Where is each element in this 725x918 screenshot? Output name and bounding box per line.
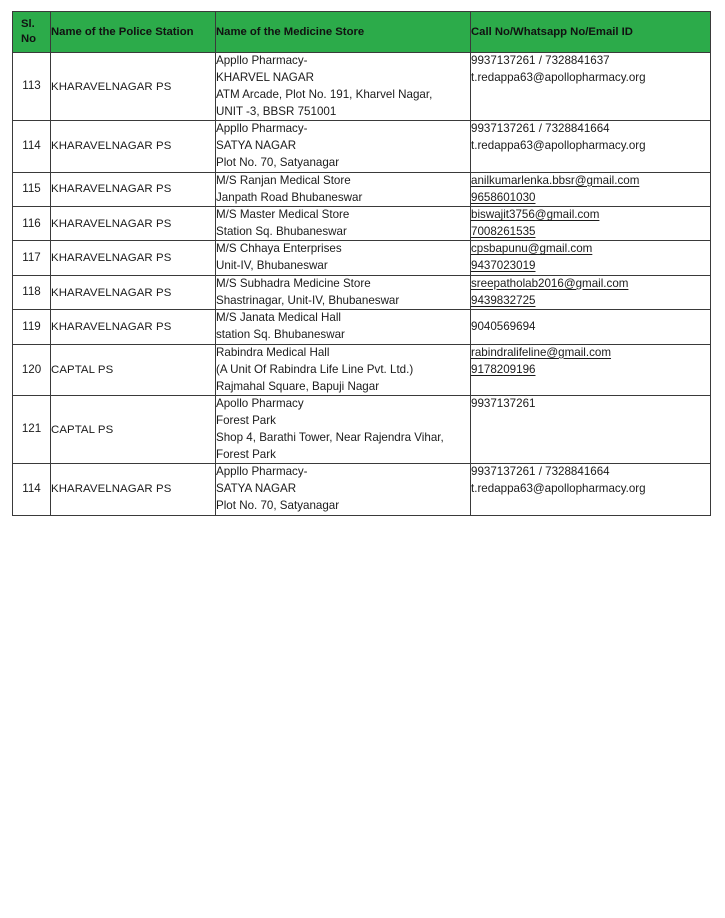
store-line: Appllo Pharmacy-: [216, 54, 308, 67]
table-row: [13, 275, 711, 309]
cell-medicine-store: [216, 121, 471, 172]
contact-line: 9040569694: [471, 319, 536, 333]
cell-sl-no: 115: [13, 172, 51, 206]
cell-medicine-store: [216, 172, 471, 206]
store-line: UNIT -3, BBSR 751001: [216, 104, 337, 118]
cell-sl-no: 113: [13, 53, 51, 121]
cell-sl-no: 118: [13, 275, 51, 309]
cell-contact: [471, 396, 711, 464]
store-line: Apollo Pharmacy: [216, 397, 304, 411]
contact-link[interactable]: cpsbapunu@gmail.com: [471, 242, 593, 256]
cell-medicine-store: [216, 310, 471, 344]
cell-police-station: KHARAVELNAGAR PS: [51, 53, 216, 121]
store-line: M/S Master Medical Store: [216, 208, 350, 222]
cell-sl-no: 114: [13, 464, 51, 515]
table-row: [13, 396, 711, 464]
contact-link[interactable]: 7008261535: [471, 225, 536, 239]
store-line: KHARVEL NAGAR: [216, 70, 314, 84]
store-line: M/S Subhadra Medicine Store: [216, 276, 371, 290]
column-header-sl-no-line1: Sl.: [21, 18, 35, 31]
column-header-police-station: Name of the Police Station: [51, 12, 216, 53]
cell-police-station: CAPTAL PS: [51, 396, 216, 464]
contact-line: t.redappa63@apollopharmacy.org: [471, 70, 646, 84]
cell-sl-no: 114: [13, 121, 51, 172]
cell-sl-no: 120: [13, 344, 51, 395]
table-header-row: [13, 12, 711, 53]
store-line: station Sq. Bhubaneswar: [216, 328, 345, 342]
store-line: Rabindra Medical Hall: [216, 345, 330, 359]
store-line: SATYA NAGAR: [216, 139, 297, 153]
store-line: M/S Ranjan Medical Store: [216, 173, 351, 187]
contact-link[interactable]: biswajit3756@gmail.com: [471, 208, 600, 222]
table-row: [13, 344, 711, 395]
contact-line: t.redappa63@apollopharmacy.org: [471, 139, 646, 153]
contact-line: t.redappa63@apollopharmacy.org: [471, 482, 646, 496]
store-line: Rajmahal Square, Bapuji Nagar: [216, 379, 380, 393]
store-line: ATM Arcade, Plot No. 191, Kharvel Nagar,: [216, 87, 433, 101]
contact-link[interactable]: 9439832725: [471, 293, 536, 307]
cell-police-station: KHARAVELNAGAR PS: [51, 172, 216, 206]
cell-medicine-store: [216, 396, 471, 464]
cell-medicine-store: [216, 241, 471, 275]
cell-contact: [471, 464, 711, 515]
table-row: [13, 172, 711, 206]
cell-police-station: KHARAVELNAGAR PS: [51, 310, 216, 344]
store-line: Forest Park: [216, 447, 276, 461]
store-line: Janpath Road Bhubaneswar: [216, 190, 363, 204]
table-row: [13, 464, 711, 515]
cell-sl-no: 119: [13, 310, 51, 344]
cell-contact: [471, 275, 711, 309]
cell-contact: [471, 172, 711, 206]
cell-contact: [471, 344, 711, 395]
store-line: M/S Janata Medical Hall: [216, 311, 342, 325]
table-body: [13, 53, 711, 516]
contact-line: 9937137261: [471, 397, 536, 411]
store-line: Shastrinagar, Unit-IV, Bhubaneswar: [216, 293, 400, 307]
cell-medicine-store: [216, 464, 471, 515]
contact-link[interactable]: rabindralifeline@gmail.com: [471, 345, 612, 359]
store-line: Appllo Pharmacy-: [216, 465, 308, 479]
cell-police-station: KHARAVELNAGAR PS: [51, 241, 216, 275]
cell-sl-no: 116: [13, 207, 51, 241]
store-line: Shop 4, Barathi Tower, Near Rajendra Vihar,: [216, 430, 444, 444]
table-row: [13, 241, 711, 275]
contact-line: 9937137261 / 7328841637: [471, 54, 610, 67]
cell-police-station: KHARAVELNAGAR PS: [51, 207, 216, 241]
column-header-medicine-store: Name of the Medicine Store: [216, 12, 471, 53]
contact-link[interactable]: anilkumarlenka.bbsr@gmail.com: [471, 173, 640, 187]
cell-police-station: CAPTAL PS: [51, 344, 216, 395]
contact-link[interactable]: 9437023019: [471, 259, 536, 273]
cell-contact: [471, 310, 711, 344]
cell-contact: [471, 241, 711, 275]
cell-medicine-store: [216, 275, 471, 309]
store-line: Unit-IV, Bhubaneswar: [216, 259, 328, 273]
contact-line: 9937137261 / 7328841664: [471, 465, 610, 479]
cell-medicine-store: [216, 207, 471, 241]
store-line: Forest Park: [216, 414, 276, 428]
cell-police-station: KHARAVELNAGAR PS: [51, 121, 216, 172]
store-line: Appllo Pharmacy-: [216, 122, 308, 136]
contact-link[interactable]: 9178209196: [471, 362, 536, 376]
cell-police-station: KHARAVELNAGAR PS: [51, 464, 216, 515]
table-row: [13, 207, 711, 241]
store-line: SATYA NAGAR: [216, 482, 297, 496]
column-header-sl-no: [13, 12, 51, 53]
table-row: [13, 121, 711, 172]
cell-contact: [471, 121, 711, 172]
table-row: [13, 53, 711, 121]
store-line: Plot No. 70, Satyanagar: [216, 499, 340, 513]
cell-sl-no: 121: [13, 396, 51, 464]
police-station-medicine-store-table: [12, 11, 711, 516]
column-header-contact: Call No/Whatsapp No/Email ID: [471, 12, 711, 53]
table-row: [13, 310, 711, 344]
store-line: M/S Chhaya Enterprises: [216, 242, 342, 256]
cell-medicine-store: [216, 344, 471, 395]
contact-line: 9937137261 / 7328841664: [471, 122, 610, 136]
cell-sl-no: 117: [13, 241, 51, 275]
store-line: Station Sq. Bhubaneswar: [216, 225, 347, 239]
table-header: [13, 12, 711, 53]
contact-link[interactable]: sreepatholab2016@gmail.com: [471, 276, 629, 290]
cell-police-station: KHARAVELNAGAR PS: [51, 275, 216, 309]
contacts-table-container: [12, 11, 710, 516]
contact-link[interactable]: 9658601030: [471, 190, 536, 204]
store-line: Plot No. 70, Satyanagar: [216, 156, 340, 170]
cell-contact: [471, 53, 711, 121]
column-header-sl-no-line2: No: [21, 33, 37, 45]
cell-contact: [471, 207, 711, 241]
store-line: (A Unit Of Rabindra Life Line Pvt. Ltd.): [216, 362, 414, 376]
cell-medicine-store: [216, 53, 471, 121]
